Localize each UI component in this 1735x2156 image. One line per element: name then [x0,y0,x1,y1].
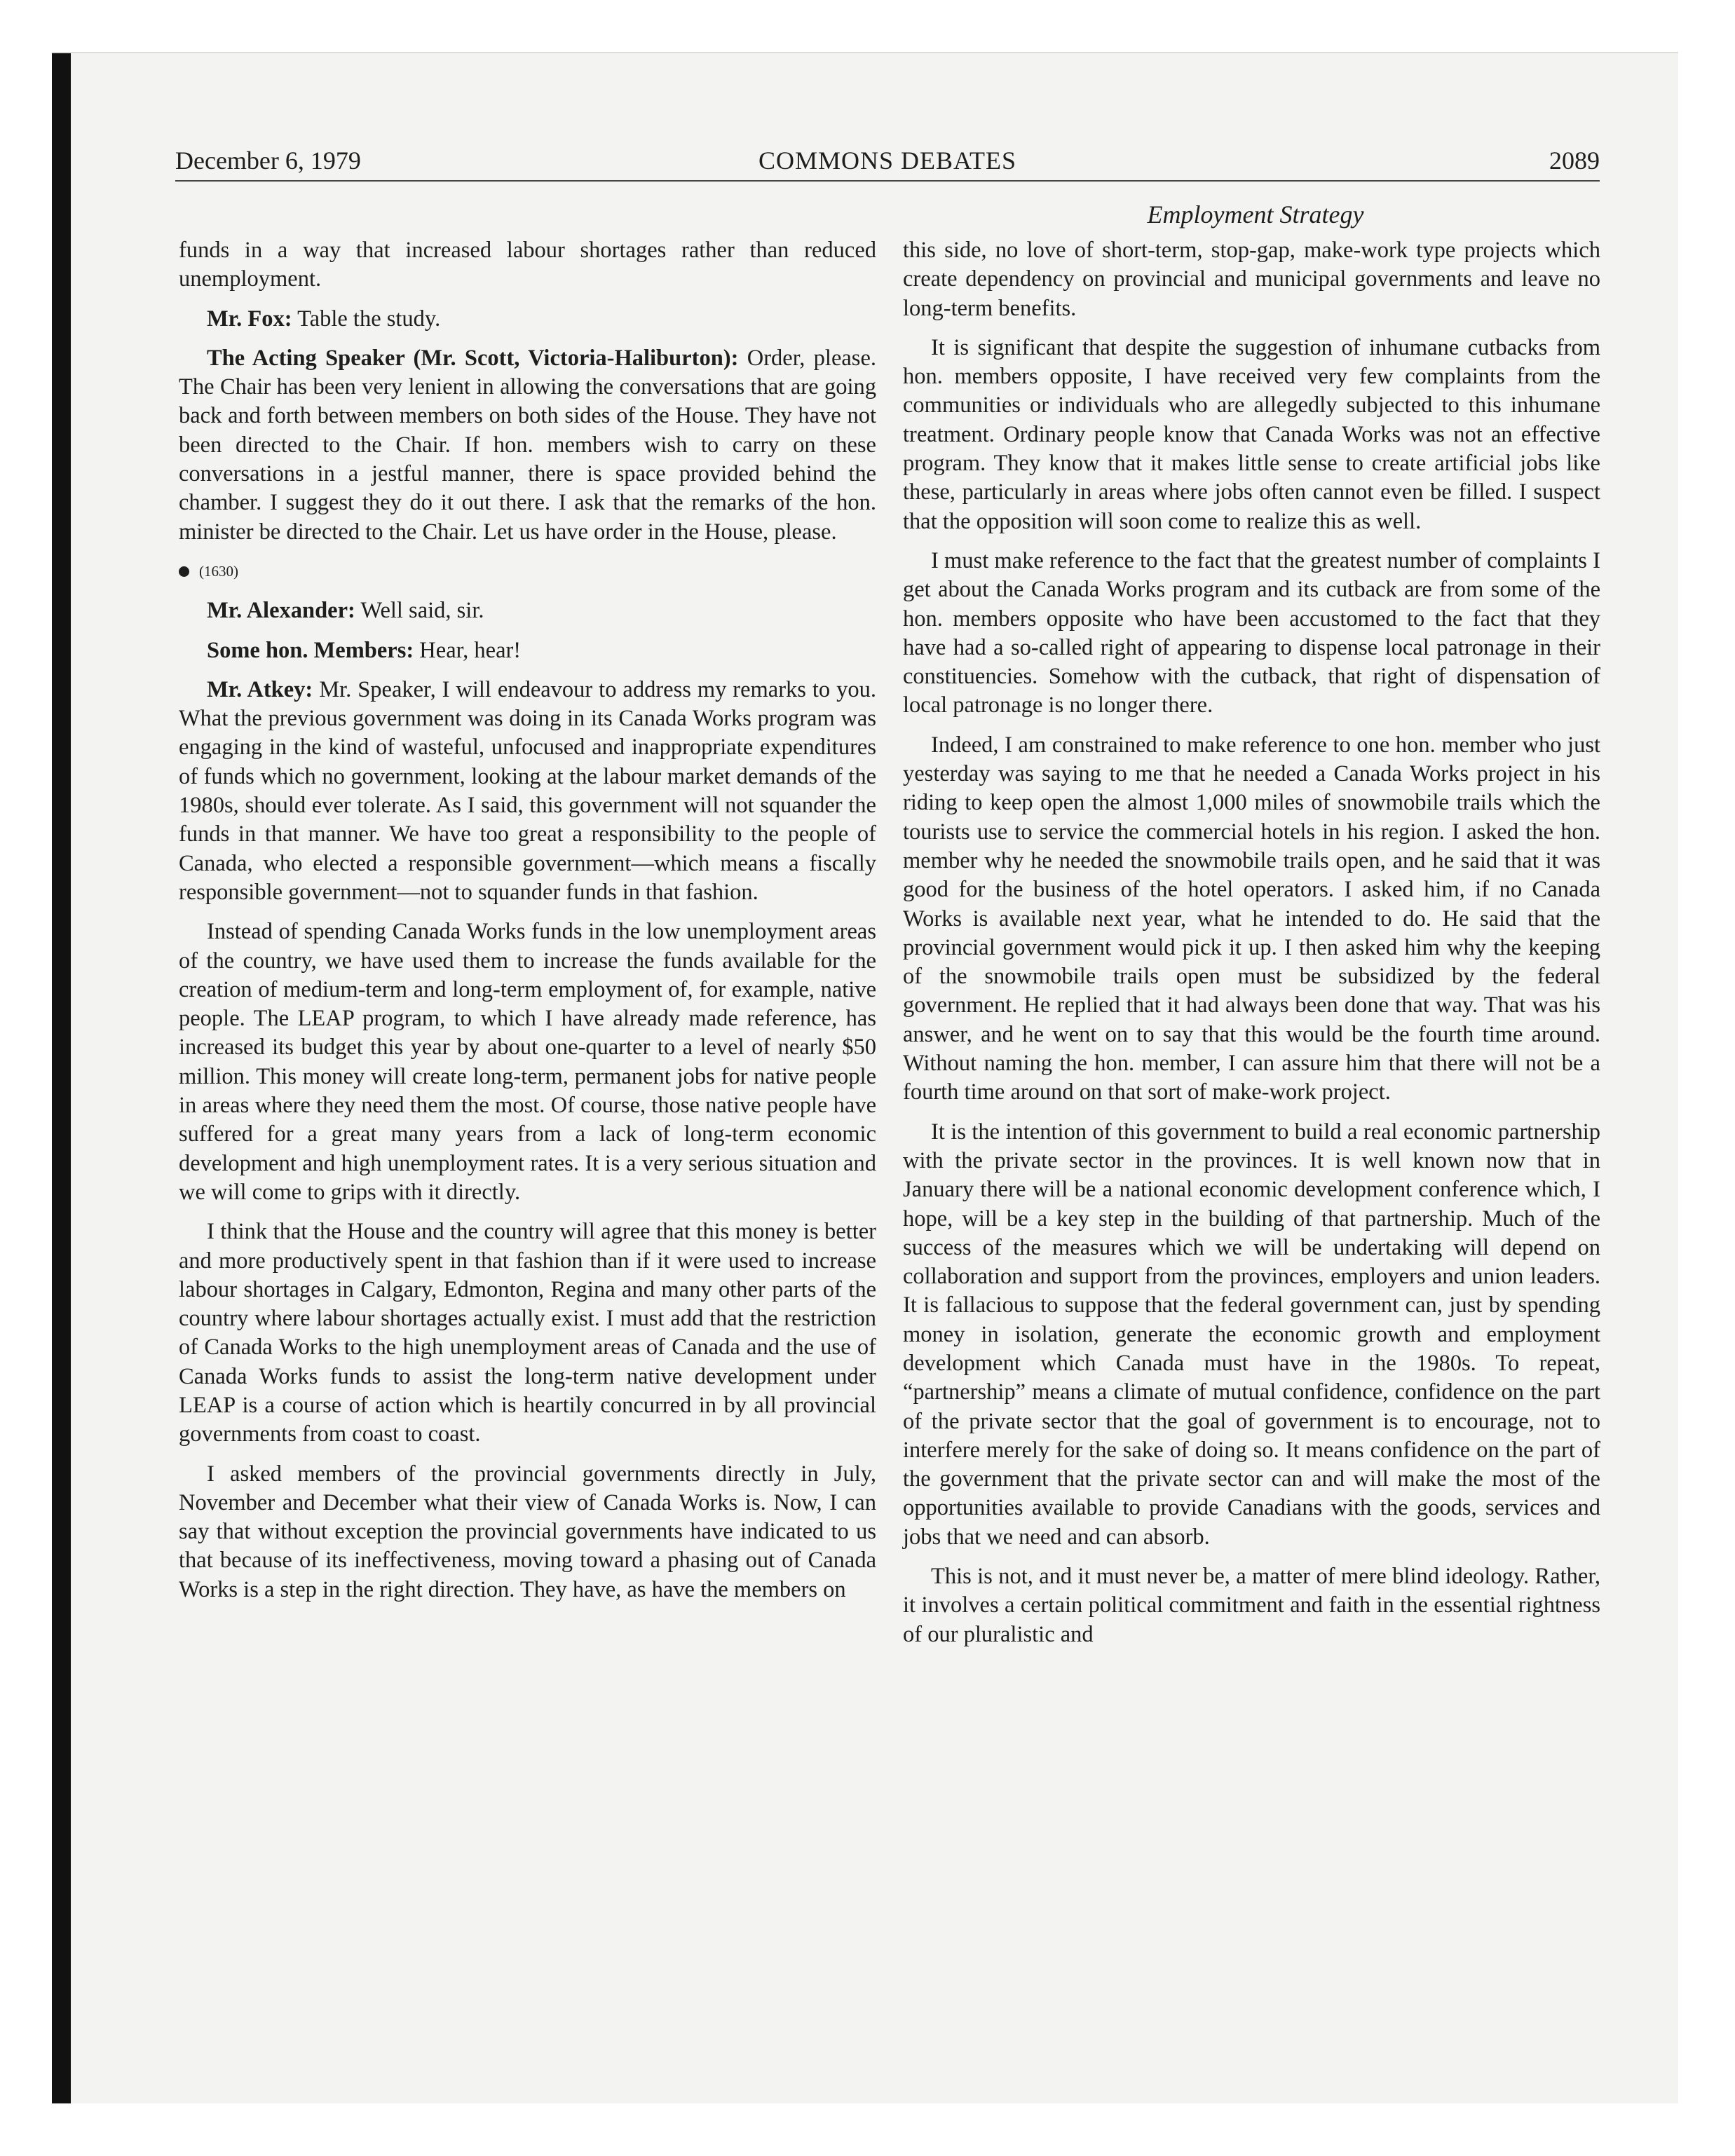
running-head [175,146,1600,182]
header-page-number: 2089 [1549,146,1600,175]
timestamp [179,557,876,586]
speaker-name: The Acting Speaker (Mr. Scott, Victoria-Haliburton): [207,345,739,371]
paragraph: funds in a way that increased labour shortages rather than reduced unemployment. [179,238,876,292]
speech-atkey [179,676,876,907]
right-column [903,236,1600,1660]
speech-acting-speaker [179,344,876,547]
speech-text: Well said, sir. [355,598,484,624]
speaker-name: Some hon. Members: [207,637,414,663]
speech-text: Hear, hear! [414,637,522,663]
left-column [179,236,876,1615]
speaker-name: Mr. Atkey: [207,676,313,702]
speech-alexander [179,596,876,625]
paragraph: this side, no love of short-term, stop-gap, make-work type projects which create dependency on provincial and municipal governments and leave no long-term benefits. [903,238,1600,321]
speech-text: Table the study. [292,306,441,332]
paragraph: I asked members of the provincial governments directly in July, November and December what their view of Canada Works is. Now, I can say that without exception the provincial governments have indicated to us that because of its ineffectiveness, moving toward a phasing out of Canada Works is a step in the right direction. They have, as have the members on [179,1461,876,1602]
paragraph: I think that the House and the country will agree that this money is better and more productively spent in that fashion than if it were used to increase labour shortages in Calgary, Edmonton, Regina and many other parts of the country where labour shortages actually exist. I must add that the restriction of Canada Works to the high unemployment areas of Canada and the use of Canada Works funds to assist the long-term native development under LEAP is a course of action which is heartily concurred in by all provincial governments from coast to coast. [179,1219,876,1447]
speaker-name: Mr. Alexander: [207,598,355,624]
header-date: December 6, 1979 [175,146,361,175]
bullet-icon [179,566,189,577]
speech-text: Order, please. The Chair has been very lenient in allowing the conversations that are going back and forth between members on both sides of the House. They have not been directed to the Chair. If hon. members wish to carry on these conversations in a jestful manner, there is space provided behind the chamber. I suggest they do it out there. I ask that the remarks of the hon. minister be directed to the Chair. Let us have order in the House, please. [179,345,876,545]
speech-members [179,636,876,665]
paragraph: Indeed, I am constrained to make reference to one hon. member who just yesterday was saying to me that he needed a Canada Works project in his riding to keep open the almost 1,000 miles of snowmobile trails which the tourists use to service the commercial hotels in his region. I asked the hon. member why he needed the snowmobile trails open, and he said that it was good for the business of the hotel operators. I asked him, if no Canada Works is available next year, what he intended to do. He said that the provincial government would pick it up. I then asked him why the keeping of the snowmobile trails open must be subsidized by the federal government. He replied that it had always been done that way. That was his answer, and he went on to say that this would be the fourth time around. Without naming the hon. member, I can assure him that there will not be a fourth time around on that sort of make-work project. [903,732,1600,1105]
paragraph: It is significant that despite the suggestion of inhumane cutbacks from hon. members opposite, I have received very few complaints from the communities or individuals who are allegedly subjected to this inhumane treatment. Ordinary people know that Canada Works was not an effective program. They know that it makes little sense to create artificial jobs like these, particularly in areas where jobs often cannot even be filled. I suspect that the opposition will soon come to realize this as well. [903,334,1600,534]
speaker-name: Mr. Fox: [207,306,292,332]
speech-fox [179,305,876,334]
timestamp-text: (1630) [199,562,238,580]
paragraph: This is not, and it must never be, a matter of mere blind ideology. Rather, it involves a certain political commitment and faith in the essential rightness of our pluralistic and [903,1564,1600,1647]
page-top-edge [52,52,1678,53]
speech-text: Mr. Speaker, I will endeavour to address my remarks to you. What the previous government was doing in its Canada Works program was engaging in the kind of wasteful, unfocused and inappropriate expenditures of funds which no government, looking at the labour market demands of the 1980s, should ever tolerate. As I said, this government will not squander the funds in that manner. We have too great a responsibility to the people of Canada, who elected a responsible government—which means a fiscally responsible government—not to squander funds in that fashion. [179,676,876,905]
section-title: Employment Strategy [1147,200,1364,228]
paragraph: I must make reference to the fact that the greatest number of complaints I get about the Canada Works program and its cutback are from some of the hon. members opposite who have been accustomed to the fact that they have had a so-called right of appearing to dispense local patronage in their constituencies. Somehow with the cutback, that right of dispensation of local patronage is no longer there. [903,547,1600,718]
header-rule [175,180,1600,182]
paragraph: It is the intention of this government to build a real economic partnership with the private sector in the provinces. It is well known now that in January there will be a national economic development conference which, I hope, will be a key step in the building of that partnership. Much of the success of the measures which we will be undertaking will depend on collaboration and support from the provinces, employers and union leaders. It is fallacious to suppose that the federal government can, just by spending money in isolation, generate the economic growth and employment development which Canada must have in the 1980s. To repeat, “partnership” means a climate of mutual confidence, confidence on the part of the private sector that the goal of government is to encourage, not to interfere merely for the sake of doing so. It means confidence on the part of the government that the private sector can and will make the most of the opportunities available to provide Canadians with the goods, services and jobs that we need and can absorb. [903,1119,1600,1550]
scan-binding-edge [52,52,71,2103]
header-publication: COMMONS DEBATES [758,146,1017,175]
paragraph: Instead of spending Canada Works funds in the low unemployment areas of the country, we have used them to increase the funds available for the creation of medium-term and long-term employment of, for example, native people. The LEAP program, to which I have already made reference, has increased its budget this year by about one-quarter to a level of nearly $50 million. This money will create long-term, permanent jobs for native people in areas where they need them the most. Of course, those native people have suffered for a great many years from a lack of long-term economic development and high unemployment rates. It is a very serious situation and we will come to grips with it directly. [179,919,876,1205]
